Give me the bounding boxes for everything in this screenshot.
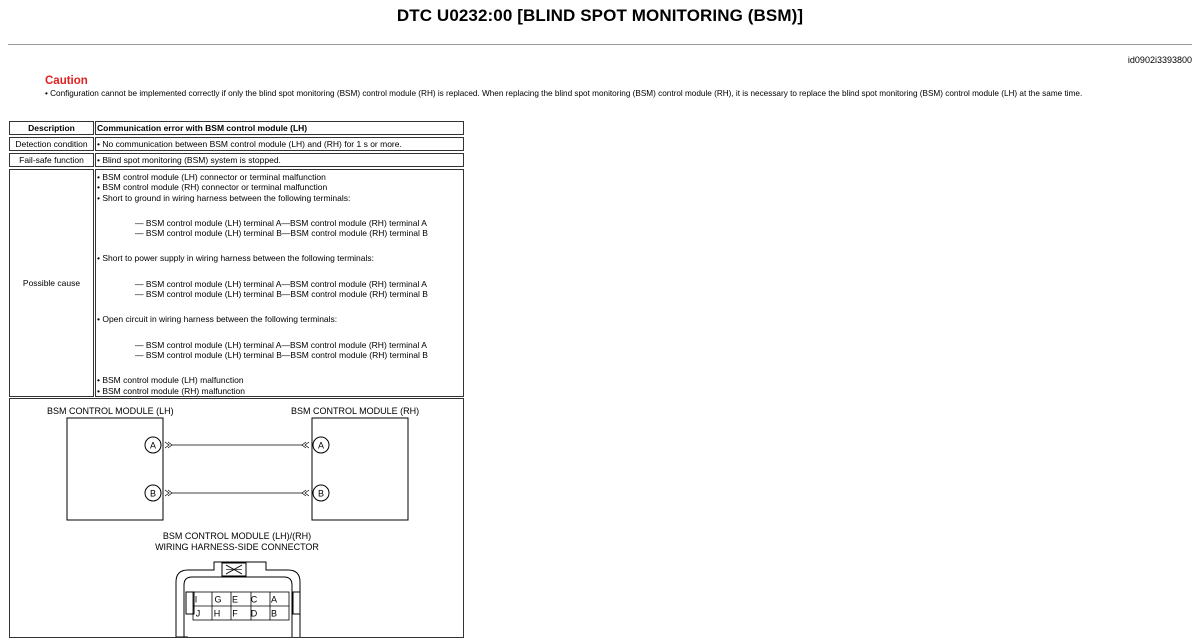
pin-label: I	[194, 594, 198, 605]
pin-label: J	[195, 608, 201, 619]
pin-label: B	[270, 608, 278, 619]
possible-cause-row	[9, 169, 464, 397]
left-module-label: BSM CONTROL MODULE (LH)	[47, 406, 174, 416]
cause-subitem: — BSM control module (LH) terminal A—BSM control module (RH) terminal A	[135, 339, 427, 350]
title-divider	[8, 44, 1192, 45]
connector-title-line2: WIRING HARNESS-SIDE CONNECTOR	[155, 542, 319, 552]
cause-item: • Short to power supply in wiring harness between the following terminals:	[97, 253, 375, 264]
right-module-box	[312, 418, 408, 520]
detection-condition-row	[9, 137, 464, 151]
connector-pin-labels	[195, 595, 277, 619]
failsafe-value: • Blind spot monitoring (BSM) system is stopped.	[95, 153, 464, 167]
pin-label: H	[213, 608, 221, 619]
cause-item: • BSM control module (LH) connector or terminal malfunction	[97, 172, 326, 182]
left-module-box	[67, 418, 163, 520]
right-module-label: BSM CONTROL MODULE (RH)	[291, 406, 420, 416]
cause-item: • Short to ground in wiring harness between the following terminals:	[97, 192, 351, 203]
wiring-diagram	[10, 399, 463, 637]
detection-condition-value: • No communication between BSM control module (LH) and (RH) for 1 s or more.	[95, 137, 464, 151]
pin-label: C	[250, 594, 258, 605]
failsafe-row	[9, 153, 464, 167]
failsafe-label: Fail-safe function	[9, 153, 94, 167]
connector-title-line1: BSM CONTROL MODULE (LH)/(RH)	[162, 531, 312, 541]
description-value: Communication error with BSM control module (LH)	[95, 121, 464, 135]
cause-subitem: — BSM control module (LH) terminal A—BSM control module (RH) terminal A	[135, 217, 427, 228]
possible-cause-list	[95, 169, 464, 397]
pin-label: E	[231, 594, 239, 605]
right-terminal-a-label: A	[317, 440, 325, 451]
connector-mark-icon	[165, 442, 172, 448]
pin-label: G	[214, 594, 222, 605]
cause-subitem: — BSM control module (LH) terminal B—BSM control module (RH) terminal B	[135, 289, 428, 300]
caution-text: • Configuration cannot be implemented correctly if only the blind spot monitoring (BSM) control module (RH) is replaced. When replacing the blind spot monitoring (BSM) control module (RH), it is necessary to replace the blind spot monitoring (BSM) control module (LH) at the same time.	[45, 89, 1083, 98]
pin-label: F	[232, 608, 238, 619]
detection-condition-label: Detection condition	[9, 137, 94, 151]
right-terminal-b-label: B	[317, 488, 325, 499]
description-label: Description	[9, 121, 94, 135]
wiring-diagram-panel	[9, 398, 464, 638]
cause-item: • BSM control module (RH) malfunction	[97, 385, 245, 396]
cause-item: • BSM control module (LH) malfunction	[97, 375, 244, 386]
page-title: DTC U0232:00 [BLIND SPOT MONITORING (BSM)]	[396, 6, 804, 25]
connector-mark-icon	[165, 490, 172, 496]
connector-mark-icon	[302, 490, 309, 496]
cause-subitem: — BSM control module (LH) terminal A—BSM control module (RH) terminal A	[135, 278, 427, 289]
left-terminal-a-label: A	[149, 440, 157, 451]
cause-subitem: — BSM control module (LH) terminal B—BSM control module (RH) terminal B	[135, 349, 428, 360]
document-id: id0902i3393800	[1127, 55, 1192, 65]
cause-item: • Open circuit in wiring harness between the following terminals:	[97, 314, 338, 325]
left-terminal-b-label: B	[149, 488, 157, 499]
pin-label: D	[250, 608, 258, 619]
cause-subitem: — BSM control module (LH) terminal B—BSM control module (RH) terminal B	[135, 228, 428, 239]
possible-cause-label: Possible cause	[9, 169, 94, 397]
description-row	[9, 121, 464, 135]
pin-label: A	[270, 594, 278, 605]
cause-item: • BSM control module (RH) connector or terminal malfunction	[97, 182, 328, 193]
caution-heading: Caution	[45, 75, 88, 87]
connector-mark-icon	[302, 442, 309, 448]
